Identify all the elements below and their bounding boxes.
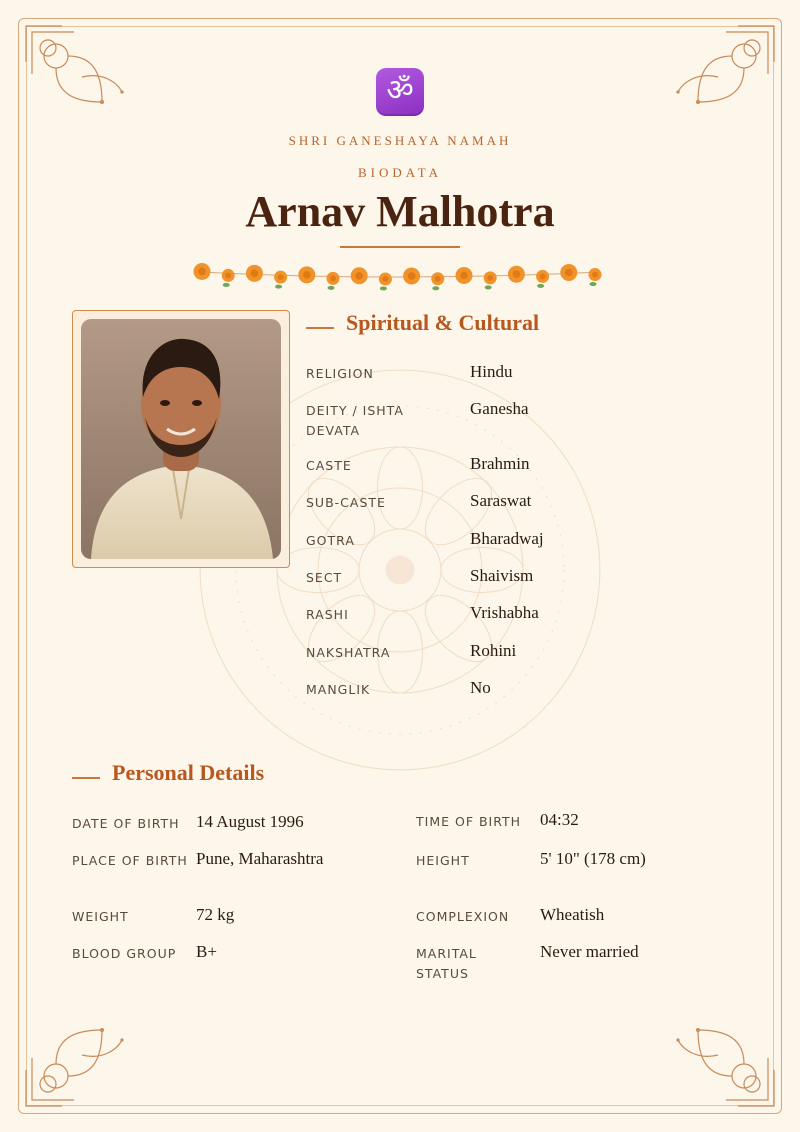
field-label: BLOOD GROUP <box>72 946 177 961</box>
field-value: Ganesha <box>470 399 529 418</box>
leaf-icon <box>537 284 544 288</box>
photo-frame <box>72 310 290 568</box>
field-value: Rohini <box>470 641 517 660</box>
field-value: Hindu <box>470 362 513 381</box>
section-title-personal <box>72 760 264 786</box>
field-label: TIME OF BIRTH <box>416 814 522 829</box>
marigold-center-icon <box>408 272 416 280</box>
marigold-center-icon <box>278 274 284 280</box>
field-value: B+ <box>196 942 217 961</box>
field-label: WEIGHT <box>72 909 129 924</box>
leaf-icon <box>380 286 387 290</box>
document-type: BIODATA <box>357 165 442 180</box>
leaf-icon <box>328 286 335 290</box>
field-value: 04:32 <box>540 810 579 829</box>
field-value: Shaivism <box>470 566 534 585</box>
corner-ornament-icon <box>22 1000 132 1110</box>
marigold-center-icon <box>540 273 546 279</box>
leaf-icon <box>485 285 492 289</box>
marigold-center-icon <box>251 269 259 277</box>
field-value: Pune, Maharashtra <box>196 849 324 868</box>
marigold-center-icon <box>435 276 441 282</box>
title-dash <box>72 777 100 779</box>
field-value: Saraswat <box>470 491 532 510</box>
marigold-garland-icon <box>190 258 610 292</box>
marigold-center-icon <box>382 276 388 282</box>
leaf-icon <box>432 286 439 290</box>
title-dash <box>306 327 334 329</box>
om-icon: ॐ <box>376 68 424 116</box>
field-label: GOTRA <box>306 533 355 548</box>
field-value: No <box>470 678 491 697</box>
marigold-center-icon <box>330 275 336 281</box>
marigold-center-icon <box>355 272 363 280</box>
corner-ornament-icon <box>668 22 778 132</box>
marigold-center-icon <box>592 272 598 278</box>
field-label: MANGLIK <box>306 682 371 697</box>
field-value: Vrishabha <box>470 603 539 622</box>
field-label: MARITAL STATUS <box>416 946 477 981</box>
field-label: SUB-CASTE <box>306 495 386 510</box>
field-value: Bharadwaj <box>470 529 544 548</box>
field-value: 14 August 1996 <box>196 812 304 831</box>
marigold-center-icon <box>565 269 573 277</box>
corner-ornament-icon <box>22 22 132 132</box>
leaf-icon <box>223 283 230 287</box>
field-value: 72 kg <box>196 905 235 924</box>
marigold-center-icon <box>460 272 468 280</box>
leaf-icon <box>590 282 597 286</box>
section-title-spiritual <box>306 310 539 336</box>
leaf-icon <box>275 285 282 289</box>
field-label: DATE OF BIRTH <box>72 816 180 831</box>
field-label: DEITY / ISHTA DEVATA <box>306 403 404 438</box>
field-label: SECT <box>306 570 343 585</box>
marigold-center-icon <box>487 275 493 281</box>
field-label: PLACE OF BIRTH <box>72 853 188 868</box>
field-label: CASTE <box>306 458 352 473</box>
candidate-name: Arnav Malhotra <box>245 187 555 236</box>
invocation-text: SHRI GANESHAYA NAMAH <box>288 133 512 148</box>
field-value: Never married <box>540 942 639 961</box>
portrait-photo <box>81 319 281 559</box>
name-divider <box>340 246 460 248</box>
field-label: COMPLEXION <box>416 909 510 924</box>
field-label: RELIGION <box>306 366 374 381</box>
marigold-center-icon <box>303 271 311 279</box>
section-title-text: Personal Details <box>112 760 265 785</box>
field-value: Brahmin <box>470 454 530 473</box>
field-value: Wheatish <box>540 905 605 924</box>
field-label: RASHI <box>306 607 349 622</box>
marigold-center-icon <box>225 272 231 278</box>
marigold-center-icon <box>198 268 206 276</box>
corner-ornament-icon <box>668 1000 778 1110</box>
section-title-text: Spiritual & Cultural <box>346 310 540 335</box>
field-label: NAKSHATRA <box>306 645 391 660</box>
field-label: HEIGHT <box>416 853 470 868</box>
field-value: 5' 10" (178 cm) <box>540 849 646 868</box>
marigold-center-icon <box>513 270 521 278</box>
